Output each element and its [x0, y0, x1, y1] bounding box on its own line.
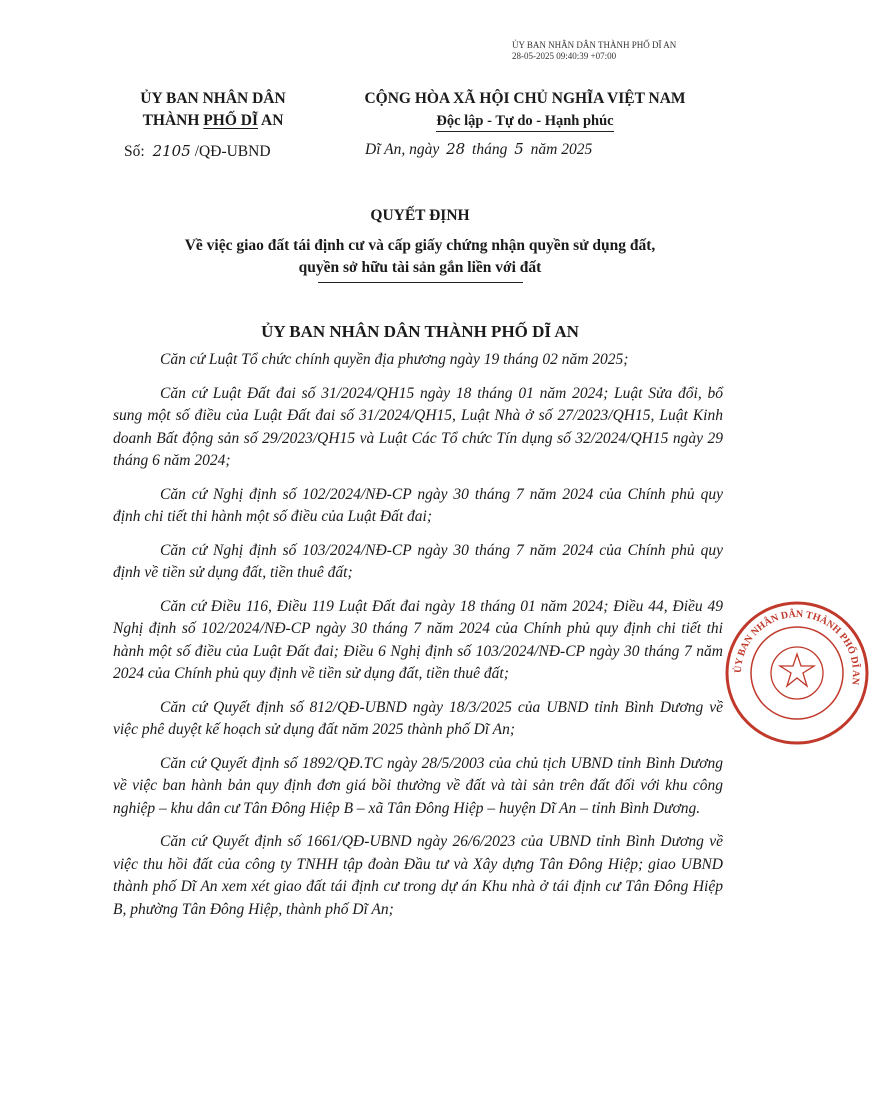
- signature-stamp-issuer: ỦY BAN NHÂN DÂN THÀNH PHỐ DĨ AN: [512, 40, 677, 50]
- national-title: CỘNG HÒA XÃ HỘI CHỦ NGHĨA VIỆT NAM: [364, 90, 686, 107]
- document-date: [325, 140, 725, 159]
- issuer-line-2-prefix: THÀNH: [142, 112, 204, 129]
- issuer-header: [118, 88, 308, 163]
- date-day-handwritten: 28: [446, 140, 466, 158]
- document-number-handwritten: 2105: [152, 142, 191, 160]
- digital-signature-stamp: [512, 40, 676, 62]
- seal-ring-text: ỦY BAN NHÂN DÂN THÀNH PHỐ DĨ AN: [732, 608, 862, 686]
- date-prefix: Dĩ An, ngày: [365, 141, 440, 158]
- legal-basis-paragraph: Căn cứ Quyết định số 1892/QĐ.TC ngày 28/5/2003 của chủ tịch UBND tỉnh Bình Dương về việc ban hành bản quy định đơn giá bồi thường về đất và tài sản trên đất đối với khu công nghiệp – khu dân cư Tân Đông Hiệp B – xã Tân Đông Hiệp – huyện Dĩ An – tỉnh Bình Dương.: [113, 754, 723, 817]
- decision-subject-line-1: Về việc giao đất tái định cư và cấp giấy chứng nhận quyền sử dụng đất,: [184, 237, 656, 254]
- signature-stamp-timestamp: 28-05-2025 09:40:39 +07:00: [512, 51, 617, 61]
- decision-subject-line-2: quyền sở hữu tài sản gắn liền với đất: [298, 259, 542, 276]
- legal-basis-paragraph: Căn cứ Nghị định số 103/2024/NĐ-CP ngày 30 tháng 7 năm 2024 của Chính phủ quy định về tiền sử dụng đất, tiền thuê đất;: [113, 541, 723, 581]
- document-number-label: Số:: [124, 143, 145, 160]
- issuer-line-2: [118, 110, 308, 132]
- legal-basis-paragraph: Căn cứ Nghị định số 102/2024/NĐ-CP ngày 30 tháng 7 năm 2024 của Chính phủ quy định chi tiết thi hành một số điều của Luật Đất đai;: [113, 485, 723, 525]
- document-number: [118, 140, 308, 163]
- legal-basis-paragraph: Căn cứ Luật Đất đai số 31/2024/QH15 ngày 18 tháng 01 năm 2024; Luật Sửa đổi, bổ sung một số điều của Luật Đất đai số 31/2024/QH15, Luật Nhà ở số 27/2023/QH15, Luật Kinh doanh Bất động sản số 29/2023/QH15 và Luật Các Tổ chức Tín dụng số 32/2024/QH15 ngày 29 tháng 6 năm 2024;: [113, 384, 723, 469]
- legal-basis-paragraph: Căn cứ Luật Tổ chức chính quyền địa phương ngày 19 tháng 02 năm 2025;: [160, 351, 629, 368]
- issuer-line-2-suffix: AN: [257, 112, 284, 129]
- document-number-suffix: /QĐ-UBND: [194, 143, 271, 160]
- date-month-handwritten: 5: [514, 140, 524, 158]
- legal-basis-paragraph: Căn cứ Quyết định số 812/QĐ-UBND ngày 18/3/2025 của UBND tỉnh Bình Dương về việc phê duyệt kế hoạch sử dụng đất năm 2025 thành phố Dĩ An;: [113, 698, 723, 738]
- issuer-line-2-underlined: PHỐ DĨ: [203, 112, 258, 129]
- legal-basis-paragraphs: [113, 349, 723, 932]
- decision-heading: QUYẾT ĐỊNH: [370, 207, 470, 224]
- issuer-line-1: ỦY BAN NHÂN DÂN: [140, 90, 286, 107]
- seal-inner-ring: [751, 627, 843, 719]
- decision-title-block: [100, 205, 740, 283]
- date-month-label: tháng: [472, 141, 508, 158]
- issuing-body-title: ỦY BAN NHÂN DÂN THÀNH PHỐ DĨ AN: [261, 322, 579, 341]
- date-year: năm 2025: [530, 141, 593, 158]
- national-header: [325, 88, 725, 159]
- national-motto: [325, 110, 725, 132]
- red-seal-stamp: [722, 598, 872, 748]
- seal-emblem-icon: [771, 647, 823, 699]
- title-divider: [318, 282, 523, 283]
- legal-basis-paragraph: Căn cứ Quyết định số 1661/QĐ-UBND ngày 26/6/2023 của UBND tỉnh Bình Dương về việc thu hồi đất của công ty TNHH tập đoàn Đầu tư và Xây dựng Tân Đông Hiệp; giao UBND thành phố Dĩ An xem xét giao đất tái định cư trong dự án Khu nhà ở tái định cư Tân Đông Hiệp B, phường Tân Đông Hiệp, thành phố Dĩ An;: [113, 833, 723, 918]
- national-motto-text: Độc lập - Tự do - Hạnh phúc: [436, 113, 613, 132]
- seal-outer-ring: [727, 603, 867, 743]
- legal-basis-paragraph: Căn cứ Điều 116, Điều 119 Luật Đất đai ngày 18 tháng 01 năm 2024; Điều 44, Điều 49 Nghị định số 102/2024/NĐ-CP ngày 30 tháng 7 năm 2024 của Chính phủ quy định chi tiết thi hành một số điều của Luật Đất đai; Điều 6 Nghị định số 103/2024/NĐ-CP ngày 30 tháng 7 năm 2024 của Chính phủ quy định về tiền sử dụng đất, tiền thuê đất;: [113, 597, 723, 682]
